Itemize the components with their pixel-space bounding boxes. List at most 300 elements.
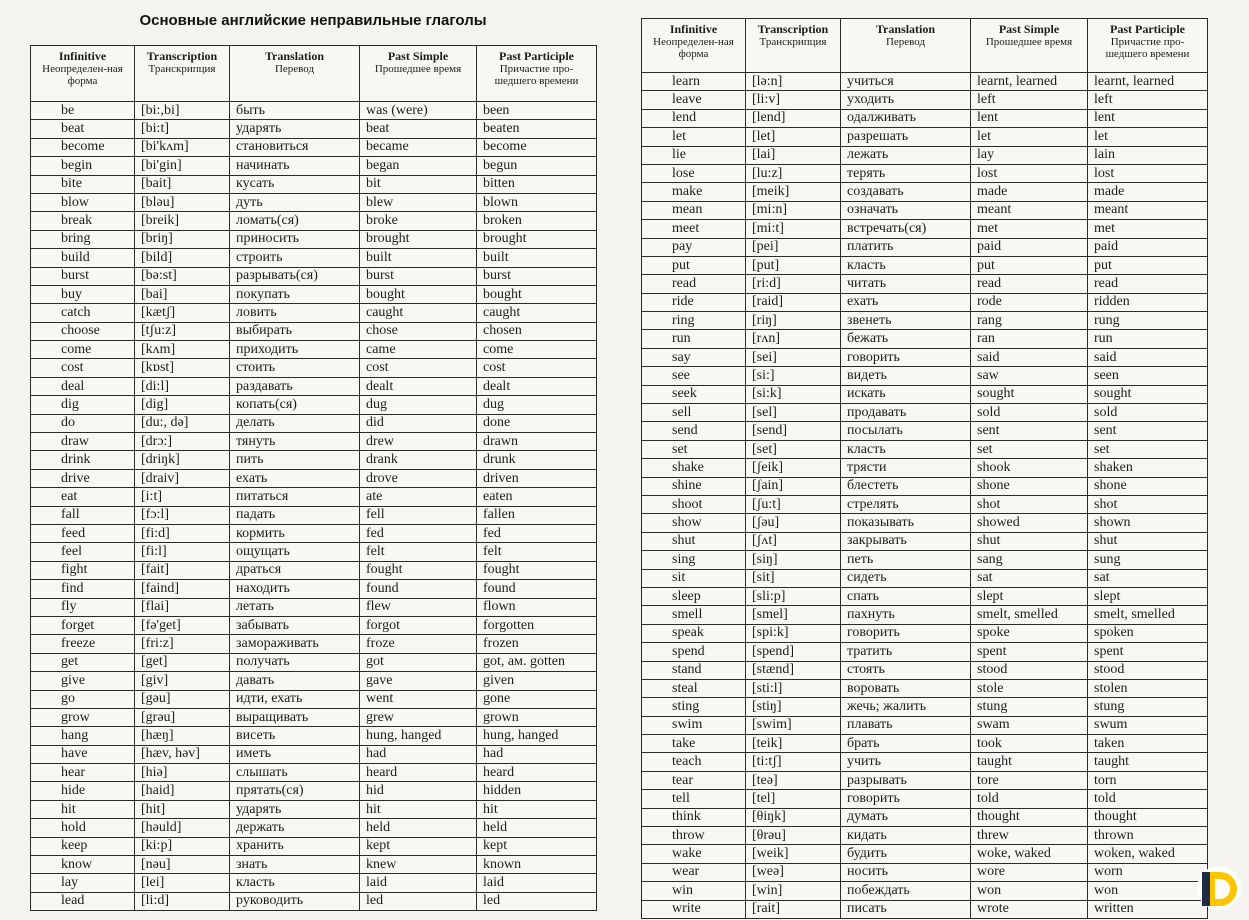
header-translation: Translation Перевод — [841, 19, 971, 73]
cell-past-participle: shown — [1088, 514, 1208, 532]
table-row — [31, 175, 597, 193]
cell-past-participle: burst — [477, 267, 597, 285]
cell-infinitive: build — [31, 249, 135, 267]
cell-past-simple: shut — [971, 532, 1088, 550]
brand-logo-icon — [1196, 864, 1242, 914]
cell-past-participle: found — [477, 580, 597, 598]
cell-transcription: [lu:z] — [746, 164, 841, 182]
header-past-simple: Past Simple Прошедшее время — [360, 46, 477, 102]
cell-translation: летать — [230, 598, 360, 616]
table-row — [31, 708, 597, 726]
cell-transcription: [stænd] — [746, 661, 841, 679]
cell-past-simple: had — [360, 745, 477, 763]
cell-past-participle: shone — [1088, 477, 1208, 495]
cell-translation: воровать — [841, 679, 971, 697]
cell-translation: продавать — [841, 404, 971, 422]
cell-past-simple: cost — [360, 359, 477, 377]
table-row — [642, 661, 1208, 679]
cell-past-simple: paid — [971, 238, 1088, 256]
cell-past-simple: beat — [360, 120, 477, 138]
cell-past-simple: fought — [360, 561, 477, 579]
cell-infinitive: become — [31, 138, 135, 156]
cell-past-participle: led — [477, 892, 597, 910]
cell-infinitive: lie — [642, 146, 746, 164]
cell-past-participle: thought — [1088, 808, 1208, 826]
table-row — [31, 800, 597, 818]
cell-transcription: [ri:d] — [746, 275, 841, 293]
cell-infinitive: teach — [642, 753, 746, 771]
cell-translation: жечь; жалить — [841, 698, 971, 716]
table-row — [642, 771, 1208, 789]
cell-translation: тратить — [841, 643, 971, 661]
cell-infinitive: let — [642, 128, 746, 146]
cell-translation: ударять — [230, 800, 360, 818]
cell-past-participle: put — [1088, 256, 1208, 274]
cell-infinitive: hold — [31, 819, 135, 837]
cell-transcription: [put] — [746, 256, 841, 274]
header-past-participle: Past Participle Причастие про-шедшего времени — [1088, 19, 1208, 73]
cell-past-simple: said — [971, 348, 1088, 366]
cell-past-simple: swam — [971, 716, 1088, 734]
cell-translation: ощущать — [230, 543, 360, 561]
cell-past-participle: known — [477, 856, 597, 874]
cell-infinitive: sing — [642, 551, 746, 569]
cell-infinitive: keep — [31, 837, 135, 855]
cell-past-simple: held — [360, 819, 477, 837]
cell-translation: стоить — [230, 359, 360, 377]
cell-past-participle: broken — [477, 212, 597, 230]
header-past-simple: Past Simple Прошедшее время — [971, 19, 1088, 73]
cell-past-simple: knew — [360, 856, 477, 874]
cell-past-simple: shone — [971, 477, 1088, 495]
cell-infinitive: give — [31, 672, 135, 690]
cell-infinitive: meet — [642, 220, 746, 238]
cell-past-participle: seen — [1088, 367, 1208, 385]
cell-past-participle: forgotten — [477, 616, 597, 634]
cell-past-simple: rang — [971, 312, 1088, 330]
cell-translation: показывать — [841, 514, 971, 532]
cell-past-simple: dug — [360, 396, 477, 414]
cell-past-simple: threw — [971, 827, 1088, 845]
cell-past-participle: sought — [1088, 385, 1208, 403]
table-row — [31, 580, 597, 598]
cell-transcription: [meik] — [746, 183, 841, 201]
cell-infinitive: lay — [31, 874, 135, 892]
cell-infinitive: do — [31, 414, 135, 432]
cell-transcription: [win] — [746, 882, 841, 900]
cell-transcription: [bait] — [135, 175, 230, 193]
cell-infinitive: dig — [31, 396, 135, 414]
cell-infinitive: shine — [642, 477, 746, 495]
table-row — [642, 440, 1208, 458]
cell-past-participle: brought — [477, 230, 597, 248]
table-row — [642, 385, 1208, 403]
cell-past-simple: thought — [971, 808, 1088, 826]
cell-infinitive: hear — [31, 764, 135, 782]
table-row — [31, 727, 597, 745]
cell-past-participle: held — [477, 819, 597, 837]
cell-past-simple: forgot — [360, 616, 477, 634]
cell-translation: пить — [230, 451, 360, 469]
cell-past-simple: taught — [971, 753, 1088, 771]
cell-infinitive: stand — [642, 661, 746, 679]
cell-infinitive: put — [642, 256, 746, 274]
cell-past-simple: got — [360, 653, 477, 671]
cell-translation: разрывать(ся) — [230, 267, 360, 285]
cell-past-participle: left — [1088, 91, 1208, 109]
table-row — [31, 543, 597, 561]
cell-infinitive: hit — [31, 800, 135, 818]
cell-infinitive: deal — [31, 377, 135, 395]
cell-translation: говорить — [841, 348, 971, 366]
cell-past-simple: bought — [360, 285, 477, 303]
table-row — [31, 120, 597, 138]
cell-past-simple: sought — [971, 385, 1088, 403]
cell-translation: раздавать — [230, 377, 360, 395]
cell-transcription: [nəu] — [135, 856, 230, 874]
table-row — [642, 827, 1208, 845]
cell-past-participle: swum — [1088, 716, 1208, 734]
header-transcription: Transcription Транскрипция — [746, 19, 841, 73]
table-row — [31, 138, 597, 156]
table-row — [31, 230, 597, 248]
table-row — [642, 275, 1208, 293]
cell-transcription: [bləu] — [135, 193, 230, 211]
cell-past-simple: did — [360, 414, 477, 432]
cell-past-participle: torn — [1088, 771, 1208, 789]
cell-translation: петь — [841, 551, 971, 569]
cell-transcription: [faind] — [135, 580, 230, 598]
cell-translation: ударять — [230, 120, 360, 138]
cell-transcription: [stiŋ] — [746, 698, 841, 716]
cell-transcription: [let] — [746, 128, 841, 146]
cell-translation: искать — [841, 385, 971, 403]
table-row — [31, 469, 597, 487]
table-row — [642, 643, 1208, 661]
cell-transcription: [hæv, həv] — [135, 745, 230, 763]
table-row — [642, 477, 1208, 495]
table-row — [31, 635, 597, 653]
cell-translation: звенеть — [841, 312, 971, 330]
cell-infinitive: run — [642, 330, 746, 348]
cell-transcription: [fə'get] — [135, 616, 230, 634]
cell-transcription: [tʃu:z] — [135, 322, 230, 340]
header-past-participle: Past Participle Причастие про-шедшего времени — [477, 46, 597, 102]
table-row — [31, 322, 597, 340]
table-row — [642, 128, 1208, 146]
table-row — [31, 856, 597, 874]
cell-past-participle: thrown — [1088, 827, 1208, 845]
cell-past-participle: made — [1088, 183, 1208, 201]
cell-past-participle: got, ам. gotten — [477, 653, 597, 671]
cell-past-participle: hung, hanged — [477, 727, 597, 745]
cell-past-simple: wrote — [971, 900, 1088, 918]
cell-past-participle: let — [1088, 128, 1208, 146]
cell-translation: класть — [841, 440, 971, 458]
cell-past-participle: felt — [477, 543, 597, 561]
cell-past-simple: won — [971, 882, 1088, 900]
cell-translation: знать — [230, 856, 360, 874]
cell-infinitive: feed — [31, 524, 135, 542]
table-row — [31, 892, 597, 910]
table-row — [31, 506, 597, 524]
cell-past-participle: run — [1088, 330, 1208, 348]
cell-past-simple: woke, waked — [971, 845, 1088, 863]
cell-past-simple: spoke — [971, 624, 1088, 642]
cell-translation: блестеть — [841, 477, 971, 495]
cell-past-participle: sat — [1088, 569, 1208, 587]
table-row — [642, 679, 1208, 697]
cell-translation: копать(ся) — [230, 396, 360, 414]
cell-past-participle: gone — [477, 690, 597, 708]
cell-infinitive: speak — [642, 624, 746, 642]
cell-past-participle: lost — [1088, 164, 1208, 182]
cell-transcription: [bai] — [135, 285, 230, 303]
cell-past-participle: slept — [1088, 587, 1208, 605]
cell-transcription: [send] — [746, 422, 841, 440]
cell-past-participle: cost — [477, 359, 597, 377]
cell-past-participle: won — [1088, 882, 1208, 900]
cell-transcription: [ʃʌt] — [746, 532, 841, 550]
table-row — [642, 882, 1208, 900]
table-row — [642, 551, 1208, 569]
table-row — [31, 377, 597, 395]
cell-infinitive: ride — [642, 293, 746, 311]
cell-past-simple: wore — [971, 863, 1088, 881]
cell-transcription: [grəu] — [135, 708, 230, 726]
cell-past-participle: heard — [477, 764, 597, 782]
cell-translation: учить — [841, 753, 971, 771]
cell-translation: получать — [230, 653, 360, 671]
cell-infinitive: feel — [31, 543, 135, 561]
cell-transcription: [bild] — [135, 249, 230, 267]
cell-past-simple: rode — [971, 293, 1088, 311]
table-row — [642, 459, 1208, 477]
cell-past-participle: met — [1088, 220, 1208, 238]
cell-transcription: [teə] — [746, 771, 841, 789]
cell-infinitive: read — [642, 275, 746, 293]
cell-translation: ехать — [841, 293, 971, 311]
cell-transcription: [flai] — [135, 598, 230, 616]
table-row — [31, 341, 597, 359]
cell-translation: строить — [230, 249, 360, 267]
cell-transcription: [bi:t] — [135, 120, 230, 138]
cell-past-simple: lay — [971, 146, 1088, 164]
cell-translation: лежать — [841, 146, 971, 164]
cell-past-participle: fallen — [477, 506, 597, 524]
table-row — [31, 837, 597, 855]
cell-infinitive: break — [31, 212, 135, 230]
cell-past-simple: meant — [971, 201, 1088, 219]
cell-transcription: [θiŋk] — [746, 808, 841, 826]
header-transcription: Transcription Транскрипция — [135, 46, 230, 102]
cell-translation: спать — [841, 587, 971, 605]
header-infinitive: Infinitive Неопределен-ная форма — [31, 46, 135, 102]
cell-infinitive: learn — [642, 73, 746, 91]
cell-past-simple: brought — [360, 230, 477, 248]
cell-past-simple: led — [360, 892, 477, 910]
cell-transcription: [bi:,bi] — [135, 102, 230, 120]
cell-transcription: [set] — [746, 440, 841, 458]
table-row — [642, 753, 1208, 771]
cell-infinitive: set — [642, 440, 746, 458]
cell-infinitive: send — [642, 422, 746, 440]
cell-transcription: [sit] — [746, 569, 841, 587]
cell-past-participle: rung — [1088, 312, 1208, 330]
cell-past-simple: fell — [360, 506, 477, 524]
cell-past-simple: shot — [971, 495, 1088, 513]
cell-transcription: [li:v] — [746, 91, 841, 109]
page-title: Основные английские неправильные глаголы — [139, 12, 487, 29]
table-row — [31, 874, 597, 892]
table-header-row — [31, 46, 597, 102]
cell-past-participle: said — [1088, 348, 1208, 366]
table-row — [31, 745, 597, 763]
cell-infinitive: mean — [642, 201, 746, 219]
cell-infinitive: wake — [642, 845, 746, 863]
table-row — [642, 735, 1208, 753]
cell-infinitive: see — [642, 367, 746, 385]
cell-infinitive: lead — [31, 892, 135, 910]
cell-translation: находить — [230, 580, 360, 598]
cell-past-participle: shut — [1088, 532, 1208, 550]
table-row — [642, 256, 1208, 274]
cell-past-participle: caught — [477, 304, 597, 322]
cell-transcription: [mi:t] — [746, 220, 841, 238]
cell-past-participle: set — [1088, 440, 1208, 458]
cell-transcription: [hiə] — [135, 764, 230, 782]
cell-past-simple: set — [971, 440, 1088, 458]
cell-past-simple: met — [971, 220, 1088, 238]
table-row — [31, 249, 597, 267]
cell-translation: разрешать — [841, 128, 971, 146]
cell-translation: будить — [841, 845, 971, 863]
cell-translation: закрывать — [841, 532, 971, 550]
cell-past-simple: sat — [971, 569, 1088, 587]
cell-infinitive: burst — [31, 267, 135, 285]
cell-translation: пахнуть — [841, 606, 971, 624]
verb-table-right — [641, 18, 1208, 919]
cell-infinitive: bite — [31, 175, 135, 193]
cell-infinitive: smell — [642, 606, 746, 624]
table-row — [642, 183, 1208, 201]
cell-transcription: [bi'gin] — [135, 157, 230, 175]
cell-infinitive: have — [31, 745, 135, 763]
table-row — [642, 514, 1208, 532]
table-row — [642, 716, 1208, 734]
cell-infinitive: find — [31, 580, 135, 598]
cell-past-participle: sung — [1088, 551, 1208, 569]
cell-transcription: [si:] — [746, 367, 841, 385]
cell-transcription: [ki:p] — [135, 837, 230, 855]
cell-infinitive: wear — [642, 863, 746, 881]
cell-transcription: [giv] — [135, 672, 230, 690]
cell-translation: делать — [230, 414, 360, 432]
cell-transcription: [draiv] — [135, 469, 230, 487]
cell-past-participle: drawn — [477, 433, 597, 451]
cell-past-participle: meant — [1088, 201, 1208, 219]
cell-past-participle: told — [1088, 790, 1208, 808]
table-row — [31, 359, 597, 377]
cell-past-simple: became — [360, 138, 477, 156]
cell-past-participle: worn — [1088, 863, 1208, 881]
cell-past-participle: chosen — [477, 322, 597, 340]
cell-translation: создавать — [841, 183, 971, 201]
cell-infinitive: fly — [31, 598, 135, 616]
cell-past-simple: told — [971, 790, 1088, 808]
cell-past-participle: drunk — [477, 451, 597, 469]
cell-translation: одалживать — [841, 109, 971, 127]
cell-infinitive: begin — [31, 157, 135, 175]
cell-transcription: [ʃain] — [746, 477, 841, 495]
cell-past-participle: bitten — [477, 175, 597, 193]
cell-past-participle: sold — [1088, 404, 1208, 422]
cell-past-simple: saw — [971, 367, 1088, 385]
cell-past-participle: become — [477, 138, 597, 156]
cell-past-simple: sang — [971, 551, 1088, 569]
cell-infinitive: blow — [31, 193, 135, 211]
cell-translation: становиться — [230, 138, 360, 156]
cell-translation: платить — [841, 238, 971, 256]
table-row — [642, 312, 1208, 330]
cell-translation: учиться — [841, 73, 971, 91]
cell-past-simple: began — [360, 157, 477, 175]
cell-transcription: [mi:n] — [746, 201, 841, 219]
cell-past-simple: fed — [360, 524, 477, 542]
cell-transcription: [ti:tʃ] — [746, 753, 841, 771]
cell-past-simple: dealt — [360, 377, 477, 395]
table-row — [642, 495, 1208, 513]
cell-past-participle: spent — [1088, 643, 1208, 661]
cell-translation: уходить — [841, 91, 971, 109]
cell-transcription: [lend] — [746, 109, 841, 127]
cell-transcription: [kætʃ] — [135, 304, 230, 322]
cell-transcription: [get] — [135, 653, 230, 671]
cell-past-simple: stole — [971, 679, 1088, 697]
cell-past-participle: ridden — [1088, 293, 1208, 311]
table-row — [31, 451, 597, 469]
cell-transcription: [spi:k] — [746, 624, 841, 642]
cell-infinitive: know — [31, 856, 135, 874]
cell-infinitive: shut — [642, 532, 746, 550]
table-header-row — [642, 19, 1208, 73]
cell-translation: давать — [230, 672, 360, 690]
cell-past-simple: read — [971, 275, 1088, 293]
cell-translation: покупать — [230, 285, 360, 303]
cell-past-simple: hung, hanged — [360, 727, 477, 745]
cell-past-participle: taught — [1088, 753, 1208, 771]
cell-infinitive: write — [642, 900, 746, 918]
table-row — [31, 819, 597, 837]
cell-past-participle: fed — [477, 524, 597, 542]
cell-translation: приходить — [230, 341, 360, 359]
cell-infinitive: leave — [642, 91, 746, 109]
cell-past-simple: stood — [971, 661, 1088, 679]
cell-infinitive: beat — [31, 120, 135, 138]
cell-translation: ехать — [230, 469, 360, 487]
table-row — [31, 598, 597, 616]
cell-past-simple: ran — [971, 330, 1088, 348]
cell-transcription: [briŋ] — [135, 230, 230, 248]
table-row — [642, 348, 1208, 366]
table-row — [31, 782, 597, 800]
cell-past-simple: smelt, smelled — [971, 606, 1088, 624]
cell-past-participle: woken, waked — [1088, 845, 1208, 863]
cell-infinitive: grow — [31, 708, 135, 726]
table-row — [642, 900, 1208, 918]
cell-past-participle: written — [1088, 900, 1208, 918]
cell-past-participle: hidden — [477, 782, 597, 800]
